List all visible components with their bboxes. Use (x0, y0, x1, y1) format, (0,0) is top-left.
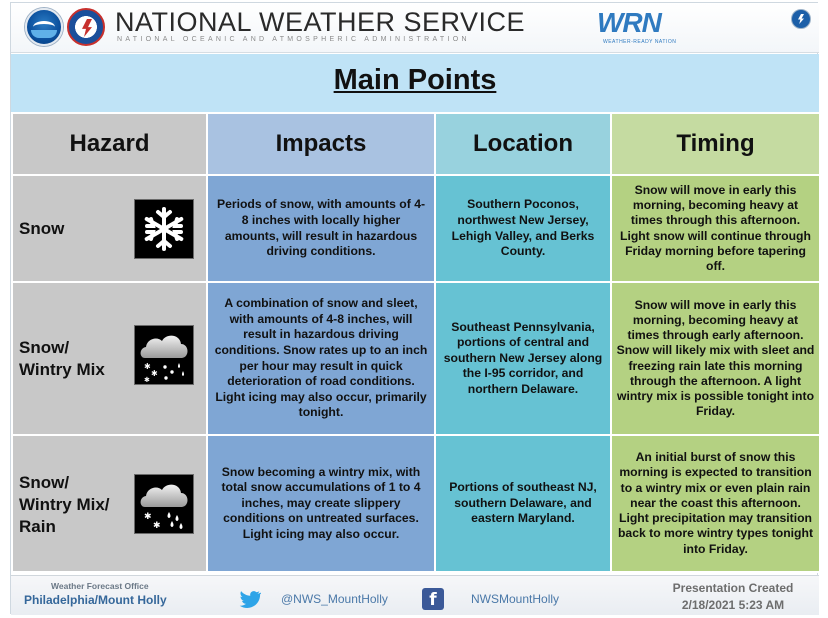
office-label: Weather Forecast Office (51, 581, 149, 591)
title-band (11, 54, 819, 112)
timing-cell: An initial burst of snow this morning is expected to transition to a wintry mix or even plain rain near the coast this afternoon. Light precipitation may transition back to more wintry types tonight into Friday. (611, 435, 820, 572)
agency-title: NATIONAL WEATHER SERVICE (115, 7, 526, 37)
briefing-slide (10, 2, 818, 614)
header-bar (11, 3, 819, 53)
nws-logo-icon (67, 8, 105, 46)
hazard-label: Snow/ Wintry Mix (19, 338, 105, 379)
wrn-logo-icon (597, 7, 689, 47)
column-header-hazard: Hazard (12, 113, 207, 175)
impacts-cell: Periods of snow, with amounts of 4-8 inches with locally higher amounts, will result in hazardous driving conditions. (207, 175, 435, 282)
noaa-logo-icon (25, 8, 63, 46)
snowflake-icon (134, 199, 194, 259)
hazard-cell (12, 282, 207, 435)
agency-subtitle: NATIONAL OCEANIC AND ATMOSPHERIC ADMINISTRATION (117, 36, 470, 43)
hazard-label: Snow/ Wintry Mix/ Rain (19, 473, 110, 536)
presentation-created-date: 2/18/2021 5:23 AM (681, 598, 785, 612)
office-name: Philadelphia/Mount Holly (24, 593, 167, 607)
table-row (12, 175, 820, 282)
column-header-impacts: Impacts (207, 113, 435, 175)
location-cell: Southeast Pennsylvania, portions of central and southern New Jersey along the I-95 corridor, and northern Delaware. (435, 282, 611, 435)
impacts-cell: Snow becoming a wintry mix, with total snow accumulations of 1 to 4 inches, may create slippery conditions on untreated surfaces. Light icing may also occur. (207, 435, 435, 572)
presentation-created-label: Presentation Created (672, 581, 794, 595)
column-header-timing: Timing (611, 113, 820, 175)
hazard-cell (12, 435, 207, 572)
wintry-mix-cloud-icon (134, 325, 194, 385)
impacts-cell: A combination of snow and sleet, with amounts of 4-8 inches, will result in hazardous driving conditions. Snow rates up to an inch per hour may result in quick deterioration of road conditions. Light icing may also occur, primarily tonight. (207, 282, 435, 435)
hazard-cell (12, 175, 207, 282)
wrn-logo-letters: WRN (597, 7, 661, 38)
svg-text:✱: ✱ (153, 521, 161, 531)
footer-bar (11, 575, 819, 615)
svg-text:✱: ✱ (144, 362, 151, 371)
weather-gov-logo-icon (791, 9, 811, 29)
timing-cell: Snow will move in early this morning, becoming heavy at times through this afternoon. Light snow will continue through Friday morning before tapering off. (611, 175, 820, 282)
page-title: Main Points (333, 64, 497, 96)
twitter-icon[interactable] (237, 590, 261, 610)
column-header-location: Location (435, 113, 611, 175)
hazard-label: Snow (19, 219, 65, 238)
location-cell: Southern Poconos, northwest New Jersey, Lehigh Valley, and Berks County. (435, 175, 611, 282)
snow-rain-cloud-icon (134, 474, 194, 534)
facebook-icon[interactable]: f (422, 588, 444, 610)
table-header-row (12, 113, 820, 175)
svg-text:✱: ✱ (144, 376, 150, 384)
location-cell: Portions of southeast NJ, southern Delaware, and eastern Maryland. (435, 435, 611, 572)
facebook-handle[interactable]: NWSMountHolly (471, 592, 560, 606)
svg-text:✱: ✱ (151, 369, 158, 378)
timing-cell: Snow will move in early this morning, becoming heavy at times through early afternoon. Snow will likely mix with sleet and freezing rain late this morning through the afternoon. A light wintry mix is possible tonight into Friday. (611, 282, 820, 435)
wrn-tagline: WEATHER-READY NATION (603, 39, 677, 45)
table-row (12, 435, 820, 572)
twitter-handle[interactable]: @NWS_MountHolly (281, 592, 388, 606)
svg-text:✱: ✱ (144, 512, 152, 522)
main-points-table (11, 112, 821, 573)
table-row (12, 282, 820, 435)
